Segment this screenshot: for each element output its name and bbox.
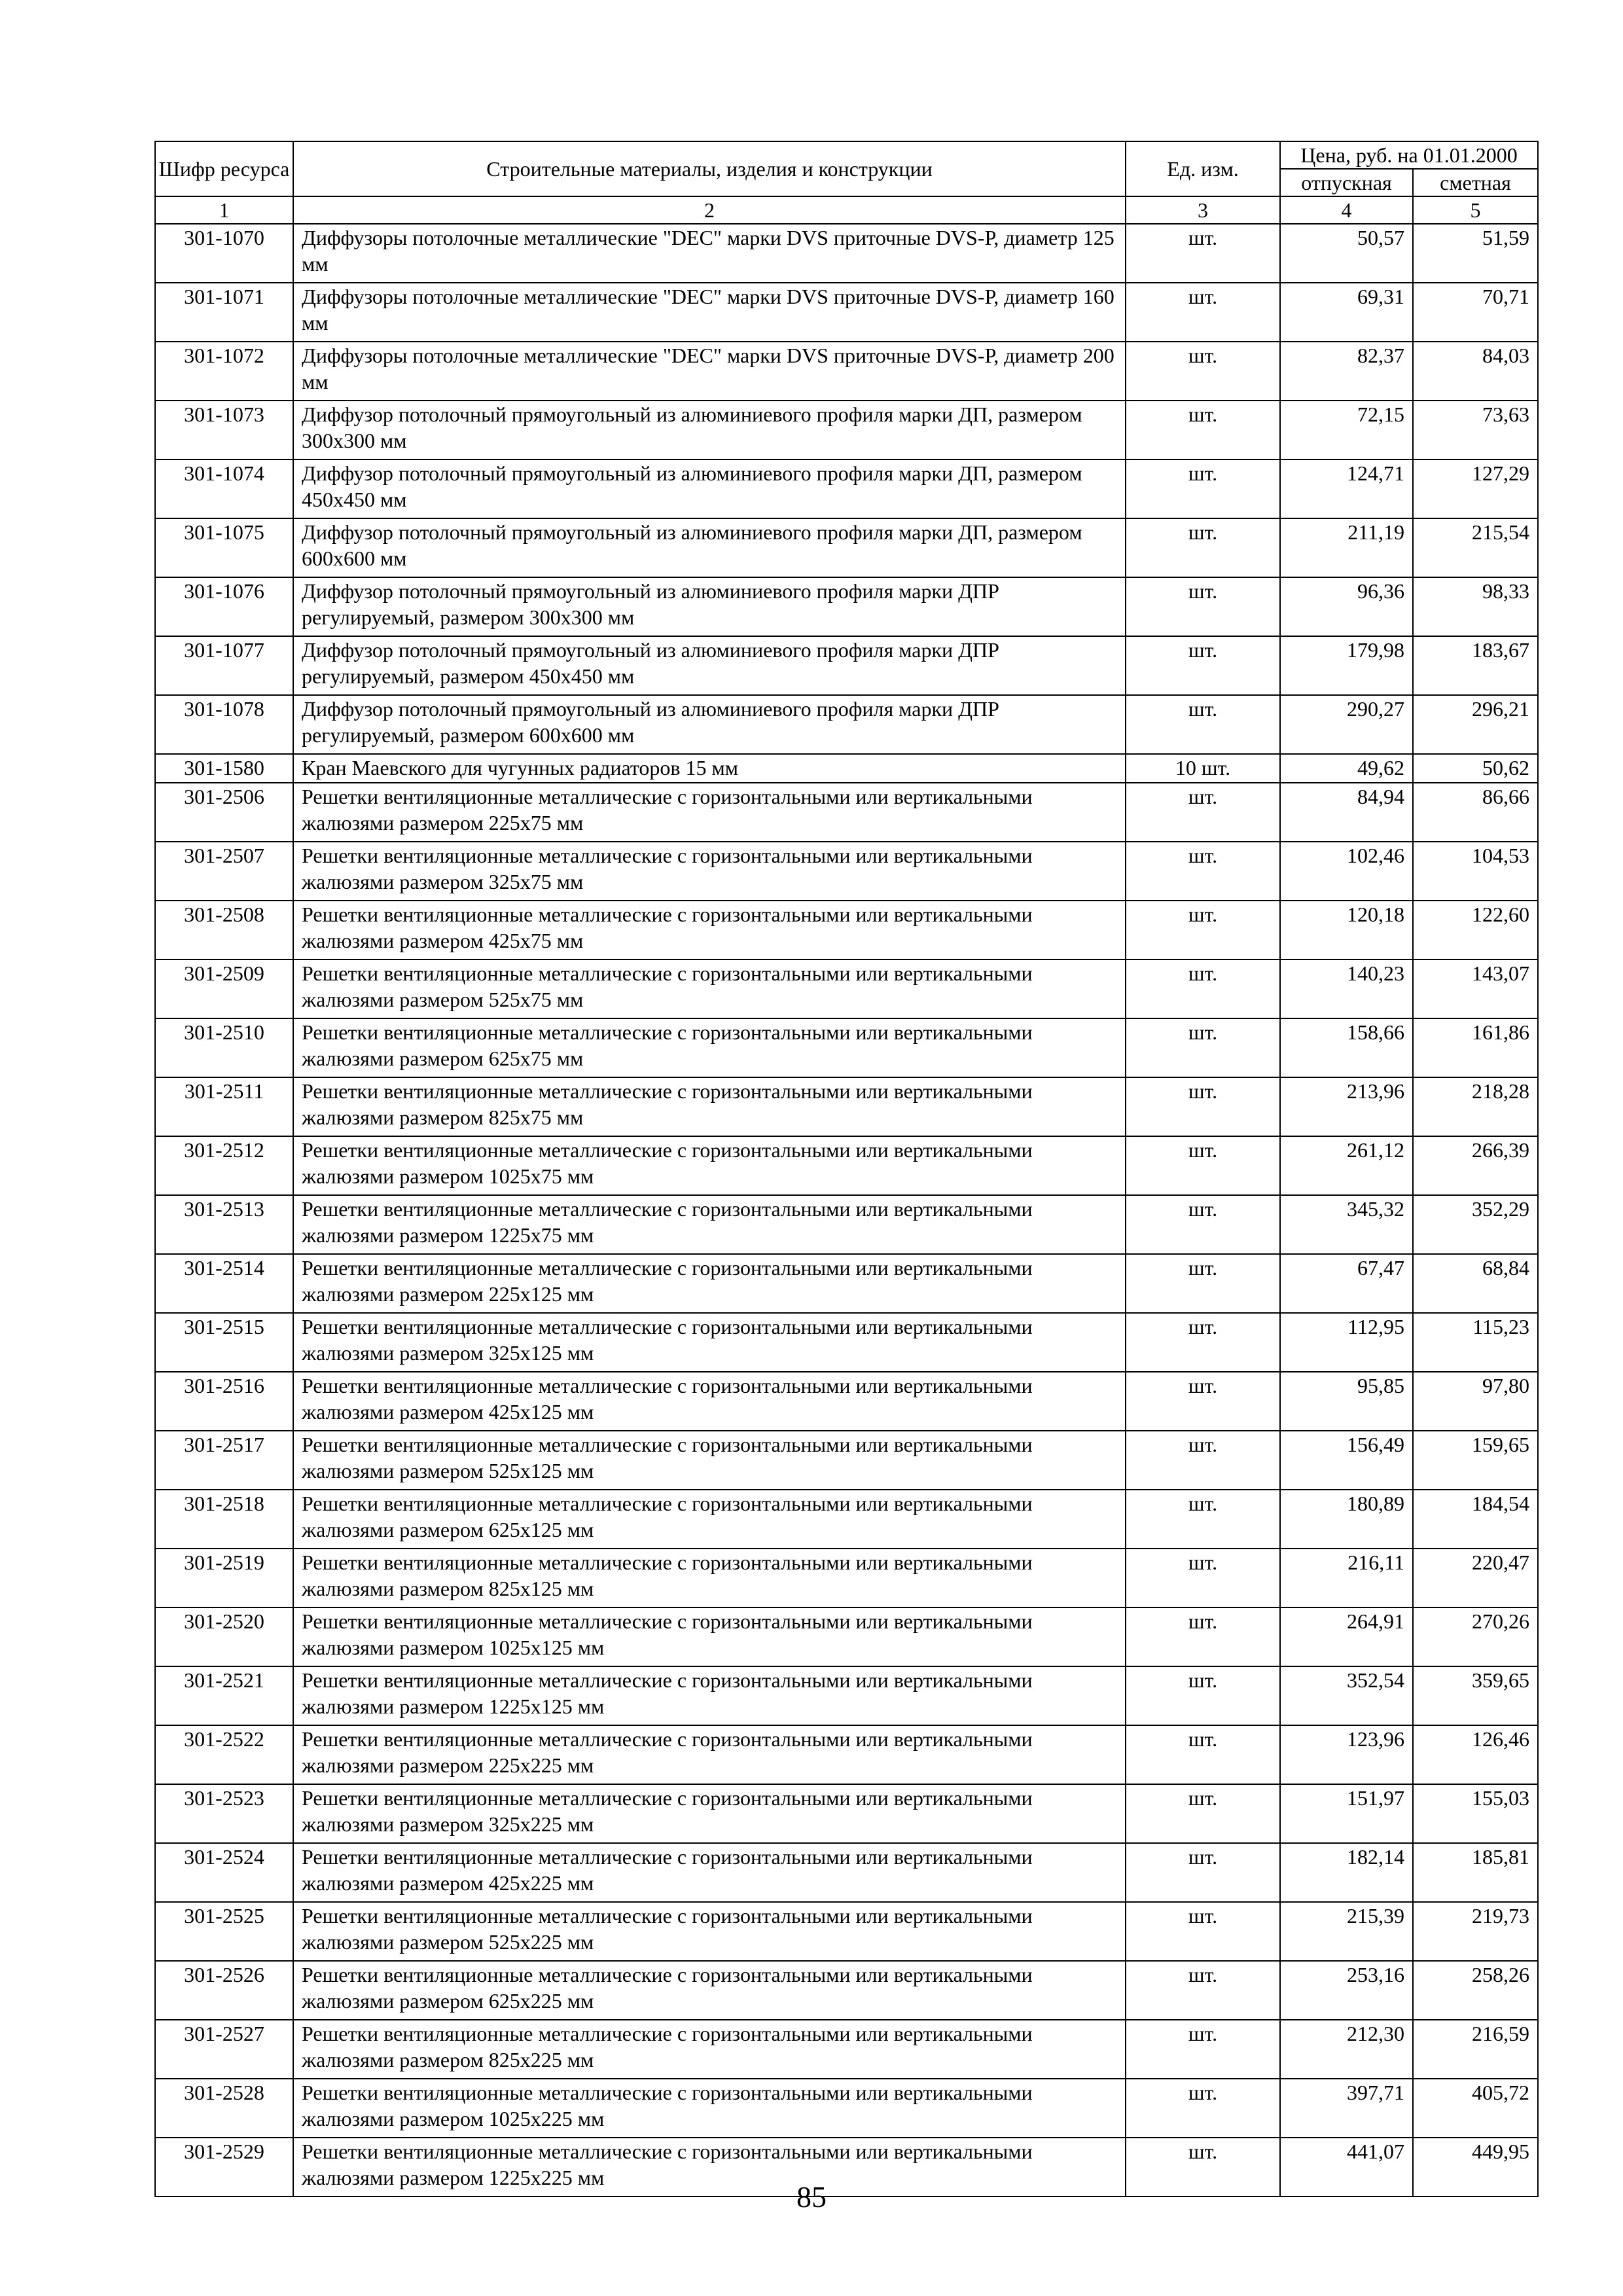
price-release: 182,14 [1280, 1843, 1413, 1902]
resource-code: 301-2525 [155, 1902, 293, 1961]
material-name: Диффузоры потолочные металлические "DEC" марки DVS приточные DVS-Р, диаметр 200 мм [293, 342, 1126, 401]
price-estimate: 126,46 [1413, 1725, 1538, 1784]
table-row [155, 342, 1538, 401]
material-name: Решетки вентиляционные металлические с горизонтальными или вертикальными жалюзями размером 1225x225 мм [293, 2138, 1126, 2197]
material-name: Кран Маевского для чугунных радиаторов 15 мм [293, 754, 1126, 783]
table-row [155, 224, 1538, 283]
price-estimate: 104,53 [1413, 842, 1538, 901]
unit: шт. [1126, 2020, 1280, 2079]
price-estimate: 218,28 [1413, 1077, 1538, 1136]
column-number: 2 [293, 196, 1126, 224]
material-name: Диффузоры потолочные металлические "DEC" марки DVS приточные DVS-Р, диаметр 125 мм [293, 224, 1126, 283]
unit: шт. [1126, 401, 1280, 459]
table-row [155, 459, 1538, 518]
price-table [154, 141, 1539, 2197]
price-estimate: 155,03 [1413, 1784, 1538, 1843]
price-estimate: 115,23 [1413, 1313, 1538, 1372]
resource-code: 301-1075 [155, 518, 293, 577]
resource-code: 301-2513 [155, 1195, 293, 1254]
table-row [155, 1490, 1538, 1549]
table-row [155, 1843, 1538, 1902]
resource-code: 301-2517 [155, 1431, 293, 1490]
table-row [155, 1902, 1538, 1961]
material-name: Решетки вентиляционные металлические с горизонтальными или вертикальными жалюзями размером 225x225 мм [293, 1725, 1126, 1784]
price-estimate: 97,80 [1413, 1372, 1538, 1431]
unit: 10 шт. [1126, 754, 1280, 783]
material-name: Диффузор потолочный прямоугольный из алюминиевого профиля марки ДП, размером 450x450 мм [293, 459, 1126, 518]
unit: шт. [1126, 224, 1280, 283]
price-estimate: 405,72 [1413, 2079, 1538, 2138]
resource-code: 301-2524 [155, 1843, 293, 1902]
price-release: 82,37 [1280, 342, 1413, 401]
table-row [155, 2079, 1538, 2138]
table-row [155, 2020, 1538, 2079]
resource-code: 301-1070 [155, 224, 293, 283]
price-estimate: 143,07 [1413, 960, 1538, 1018]
price-estimate: 184,54 [1413, 1490, 1538, 1549]
material-name: Решетки вентиляционные металлические с горизонтальными или вертикальными жалюзями размером 625x75 мм [293, 1018, 1126, 1077]
price-estimate: 359,65 [1413, 1666, 1538, 1725]
unit: шт. [1126, 1136, 1280, 1195]
resource-code: 301-2519 [155, 1549, 293, 1607]
material-name: Диффузор потолочный прямоугольный из алюминиевого профиля марки ДП, размером 600x600 мм [293, 518, 1126, 577]
table-row [155, 783, 1538, 842]
unit: шт. [1126, 459, 1280, 518]
resource-code: 301-2516 [155, 1372, 293, 1431]
resource-code: 301-2506 [155, 783, 293, 842]
material-name: Решетки вентиляционные металлические с горизонтальными или вертикальными жалюзями размером 825x75 мм [293, 1077, 1126, 1136]
price-release: 112,95 [1280, 1313, 1413, 1372]
resource-code: 301-2509 [155, 960, 293, 1018]
table-body [155, 224, 1538, 2197]
unit: шт. [1126, 1195, 1280, 1254]
price-release: 95,85 [1280, 1372, 1413, 1431]
resource-code: 301-2515 [155, 1313, 293, 1372]
price-estimate: 352,29 [1413, 1195, 1538, 1254]
unit: шт. [1126, 695, 1280, 754]
material-name: Диффузор потолочный прямоугольный из алюминиевого профиля марки ДПР регулируемый, размером 600x600 мм [293, 695, 1126, 754]
price-estimate: 220,47 [1413, 1549, 1538, 1607]
table-row [155, 1784, 1538, 1843]
material-name: Решетки вентиляционные металлические с горизонтальными или вертикальными жалюзями размером 1025x225 мм [293, 2079, 1126, 2138]
resource-code: 301-1071 [155, 283, 293, 342]
unit: шт. [1126, 1666, 1280, 1725]
material-name: Решетки вентиляционные металлические с горизонтальными или вертикальными жалюзями размером 625x225 мм [293, 1961, 1126, 2020]
price-release: 212,30 [1280, 2020, 1413, 2079]
price-estimate: 98,33 [1413, 577, 1538, 636]
price-release: 216,11 [1280, 1549, 1413, 1607]
column-number: 5 [1413, 196, 1538, 224]
unit: шт. [1126, 1431, 1280, 1490]
material-name: Решетки вентиляционные металлические с горизонтальными или вертикальными жалюзями размером 425x225 мм [293, 1843, 1126, 1902]
material-name: Решетки вентиляционные металлические с горизонтальными или вертикальными жалюзями размером 325x225 мм [293, 1784, 1126, 1843]
table-row [155, 1018, 1538, 1077]
material-name: Решетки вентиляционные металлические с горизонтальными или вертикальными жалюзями размером 1025x125 мм [293, 1607, 1126, 1666]
price-release: 124,71 [1280, 459, 1413, 518]
resource-code: 301-1077 [155, 636, 293, 695]
price-release: 180,89 [1280, 1490, 1413, 1549]
header-price: Цена, руб. на 01.01.2000 [1280, 141, 1538, 169]
material-name: Диффузор потолочный прямоугольный из алюминиевого профиля марки ДП, размером 300x300 мм [293, 401, 1126, 459]
price-release: 264,91 [1280, 1607, 1413, 1666]
header-price-estimate: сметная [1413, 169, 1538, 196]
resource-code: 301-2522 [155, 1725, 293, 1784]
unit: шт. [1126, 901, 1280, 960]
resource-code: 301-1580 [155, 754, 293, 783]
table-row [155, 283, 1538, 342]
unit: шт. [1126, 1549, 1280, 1607]
price-estimate: 270,26 [1413, 1607, 1538, 1666]
unit: шт. [1126, 1490, 1280, 1549]
table-row [155, 1313, 1538, 1372]
resource-code: 301-2510 [155, 1018, 293, 1077]
price-estimate: 159,65 [1413, 1431, 1538, 1490]
column-numbers-row [155, 196, 1538, 224]
price-release: 151,97 [1280, 1784, 1413, 1843]
table-row [155, 1549, 1538, 1607]
price-estimate: 449,95 [1413, 2138, 1538, 2197]
price-release: 211,19 [1280, 518, 1413, 577]
resource-code: 301-1076 [155, 577, 293, 636]
unit: шт. [1126, 1725, 1280, 1784]
table-row [155, 1254, 1538, 1313]
material-name: Решетки вентиляционные металлические с горизонтальными или вертикальными жалюзями размером 525x75 мм [293, 960, 1126, 1018]
price-estimate: 161,86 [1413, 1018, 1538, 1077]
table-row [155, 754, 1538, 783]
unit: шт. [1126, 1254, 1280, 1313]
price-estimate: 258,26 [1413, 1961, 1538, 2020]
table-row [155, 1136, 1538, 1195]
material-name: Решетки вентиляционные металлические с горизонтальными или вертикальными жалюзями размером 1225x75 мм [293, 1195, 1126, 1254]
material-name: Решетки вентиляционные металлические с горизонтальными или вертикальными жалюзями размером 425x75 мм [293, 901, 1126, 960]
price-release: 345,32 [1280, 1195, 1413, 1254]
price-estimate: 70,71 [1413, 283, 1538, 342]
resource-code: 301-2521 [155, 1666, 293, 1725]
table-header [155, 141, 1538, 224]
resource-code: 301-2528 [155, 2079, 293, 2138]
price-release: 67,47 [1280, 1254, 1413, 1313]
table-row [155, 518, 1538, 577]
price-release: 179,98 [1280, 636, 1413, 695]
table-row [155, 1725, 1538, 1784]
material-name: Решетки вентиляционные металлические с горизонтальными или вертикальными жалюзями размером 225x125 мм [293, 1254, 1126, 1313]
resource-code: 301-1074 [155, 459, 293, 518]
price-release: 156,49 [1280, 1431, 1413, 1490]
header-name: Строительные материалы, изделия и конструкции [293, 141, 1126, 196]
price-release: 253,16 [1280, 1961, 1413, 2020]
unit: шт. [1126, 1784, 1280, 1843]
material-name: Решетки вентиляционные металлические с горизонтальными или вертикальными жалюзями размером 525x125 мм [293, 1431, 1126, 1490]
resource-code: 301-2511 [155, 1077, 293, 1136]
price-estimate: 122,60 [1413, 901, 1538, 960]
column-number: 3 [1126, 196, 1280, 224]
resource-code: 301-2508 [155, 901, 293, 960]
material-name: Решетки вентиляционные металлические с горизонтальными или вертикальными жалюзями размером 325x125 мм [293, 1313, 1126, 1372]
price-release: 352,54 [1280, 1666, 1413, 1725]
price-release: 290,27 [1280, 695, 1413, 754]
price-release: 441,07 [1280, 2138, 1413, 2197]
material-name: Решетки вентиляционные металлические с горизонтальными или вертикальными жалюзями размером 1025x75 мм [293, 1136, 1126, 1195]
table-row [155, 1431, 1538, 1490]
price-release: 158,66 [1280, 1018, 1413, 1077]
material-name: Решетки вентиляционные металлические с горизонтальными или вертикальными жалюзями размером 225x75 мм [293, 783, 1126, 842]
price-release: 102,46 [1280, 842, 1413, 901]
price-release: 261,12 [1280, 1136, 1413, 1195]
material-name: Решетки вентиляционные металлические с горизонтальными или вертикальными жалюзями размером 325x75 мм [293, 842, 1126, 901]
unit: шт. [1126, 342, 1280, 401]
unit: шт. [1126, 636, 1280, 695]
price-estimate: 183,67 [1413, 636, 1538, 695]
price-estimate: 51,59 [1413, 224, 1538, 283]
unit: шт. [1126, 1843, 1280, 1902]
resource-code: 301-2512 [155, 1136, 293, 1195]
unit: шт. [1126, 842, 1280, 901]
resource-code: 301-2514 [155, 1254, 293, 1313]
price-release: 140,23 [1280, 960, 1413, 1018]
table-row [155, 1195, 1538, 1254]
price-release: 215,39 [1280, 1902, 1413, 1961]
price-estimate: 127,29 [1413, 459, 1538, 518]
table-row [155, 636, 1538, 695]
column-number: 4 [1280, 196, 1413, 224]
price-release: 123,96 [1280, 1725, 1413, 1784]
resource-code: 301-2529 [155, 2138, 293, 2197]
resource-code: 301-2523 [155, 1784, 293, 1843]
unit: шт. [1126, 783, 1280, 842]
header-price-release: отпускная [1280, 169, 1413, 196]
unit: шт. [1126, 1018, 1280, 1077]
unit: шт. [1126, 1313, 1280, 1372]
material-name: Решетки вентиляционные металлические с горизонтальными или вертикальными жалюзями размером 625x125 мм [293, 1490, 1126, 1549]
header-unit: Ед. изм. [1126, 141, 1280, 196]
price-estimate: 73,63 [1413, 401, 1538, 459]
table-row [155, 1607, 1538, 1666]
resource-code: 301-2507 [155, 842, 293, 901]
resource-code: 301-2520 [155, 1607, 293, 1666]
price-release: 50,57 [1280, 224, 1413, 283]
price-estimate: 185,81 [1413, 1843, 1538, 1902]
price-release: 69,31 [1280, 283, 1413, 342]
unit: шт. [1126, 283, 1280, 342]
resource-code: 301-1078 [155, 695, 293, 754]
price-estimate: 215,54 [1413, 518, 1538, 577]
material-name: Диффузор потолочный прямоугольный из алюминиевого профиля марки ДПР регулируемый, размером 300x300 мм [293, 577, 1126, 636]
price-estimate: 219,73 [1413, 1902, 1538, 1961]
resource-code: 301-1073 [155, 401, 293, 459]
material-name: Решетки вентиляционные металлические с горизонтальными или вертикальными жалюзями размером 1225x125 мм [293, 1666, 1126, 1725]
table-row [155, 1961, 1538, 2020]
table-row [155, 401, 1538, 459]
table-row [155, 577, 1538, 636]
unit: шт. [1126, 1372, 1280, 1431]
material-name: Решетки вентиляционные металлические с горизонтальными или вертикальными жалюзями размером 825x225 мм [293, 2020, 1126, 2079]
material-name: Диффузоры потолочные металлические "DEC" марки DVS приточные DVS-Р, диаметр 160 мм [293, 283, 1126, 342]
price-estimate: 50,62 [1413, 754, 1538, 783]
resource-code: 301-1072 [155, 342, 293, 401]
price-release: 49,62 [1280, 754, 1413, 783]
table-row [155, 1372, 1538, 1431]
unit: шт. [1126, 1902, 1280, 1961]
price-release: 96,36 [1280, 577, 1413, 636]
resource-code: 301-2526 [155, 1961, 293, 2020]
price-release: 213,96 [1280, 1077, 1413, 1136]
unit: шт. [1126, 577, 1280, 636]
table-row [155, 1666, 1538, 1725]
table-row [155, 842, 1538, 901]
unit: шт. [1126, 960, 1280, 1018]
price-release: 84,94 [1280, 783, 1413, 842]
price-estimate: 68,84 [1413, 1254, 1538, 1313]
price-estimate: 266,39 [1413, 1136, 1538, 1195]
price-estimate: 216,59 [1413, 2020, 1538, 2079]
price-release: 397,71 [1280, 2079, 1413, 2138]
resource-code: 301-2527 [155, 2020, 293, 2079]
unit: шт. [1126, 518, 1280, 577]
price-release: 120,18 [1280, 901, 1413, 960]
table-row [155, 1077, 1538, 1136]
material-name: Диффузор потолочный прямоугольный из алюминиевого профиля марки ДПР регулируемый, размером 450x450 мм [293, 636, 1126, 695]
unit: шт. [1126, 2079, 1280, 2138]
price-estimate: 84,03 [1413, 342, 1538, 401]
table-row [155, 901, 1538, 960]
page-number: 85 [796, 2180, 827, 2214]
price-release: 72,15 [1280, 401, 1413, 459]
table-row [155, 960, 1538, 1018]
unit: шт. [1126, 1961, 1280, 2020]
resource-code: 301-2518 [155, 1490, 293, 1549]
table-row [155, 695, 1538, 754]
price-estimate: 296,21 [1413, 695, 1538, 754]
unit: шт. [1126, 1607, 1280, 1666]
material-name: Решетки вентиляционные металлические с горизонтальными или вертикальными жалюзями размером 425x125 мм [293, 1372, 1126, 1431]
column-number: 1 [155, 196, 293, 224]
material-name: Решетки вентиляционные металлические с горизонтальными или вертикальными жалюзями размером 525x225 мм [293, 1902, 1126, 1961]
header-code: Шифр ресурса [155, 141, 293, 196]
unit: шт. [1126, 1077, 1280, 1136]
price-estimate: 86,66 [1413, 783, 1538, 842]
material-name: Решетки вентиляционные металлические с горизонтальными или вертикальными жалюзями размером 825x125 мм [293, 1549, 1126, 1607]
unit: шт. [1126, 2138, 1280, 2197]
